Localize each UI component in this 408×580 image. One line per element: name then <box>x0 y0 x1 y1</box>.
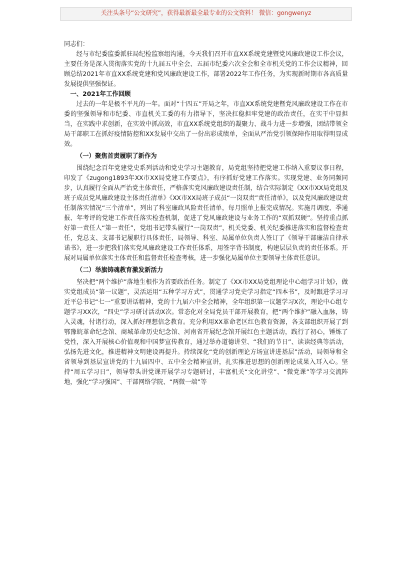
salutation: 同志们： <box>64 41 89 48</box>
section-heading-review: 一、2021年工作回顾 <box>70 91 131 98</box>
subheading-education: （二）举旗铸魂教育激发新活力 <box>76 267 164 274</box>
section-review-paragraph: 过去的一年是极不平凡的一年。面对“十四五”开局之年，市直XX系统党建暨党风廉政建设工作在市委的坚强领导和市纪委、市直机关工委的有力指导下，坚决扛稳担牢党建的政治责任，在实干中显担当，在实践中求创新，在实效中抓高效，市直XX系统党组织的凝聚力、战斗力进一步增强，团结带领全局干部职工在抓好疫情防控和XX发展中交出了一份出彩成绩单，全面从严治党引领保障作用取得明显成效。 <box>64 101 348 148</box>
education-paragraph: 坚决把“两个维护”落地生根作为首要政治任务。制定了《XX市XX局党组理论中心组学习计划》，做实党组成员“第一议题”，灵活运用“五种学习方式”，贯通学习党史学习指定“四本书”，及时跟进学习习近平总书记“七一”重要讲话精神，党的十九届六中全会精神，全年组织第一议题学习X次，理论中心组专题学习XX次，“四史”学习研讨活动X次。常态化对全局党员干部开展教育，把“两个维护”融入血脉，铸入灵魂，付诸行动，深入抓好理想信念教育。充分利用XX革命老区红色教育资源，各支部组织开展了到鄂豫皖革命纪念馆、商城革命历史纪念馆、河南省开展纪念馆开展红色主题活动，践行了初心，锤炼了党性，深入开展核心价值观和中国梦宣传教育，通过举办道德讲堂、“我们的节日”、读读经典等活动，弘扬先进文化，推进精神文明建设再提升。持续深化“党的创新理论方场宣讲进基层”活动，局领导和全省领导到基层宣讲党的十九届四中、五中全会精神宣讲，扎实推进思想的创新理论成果入耳入心。坚持“周五学习日”，领导带头讲党课开展学习专题研讨，丰富机关“文化讲堂”、“微党课”等学习交流阵地，强化“学习强国”、干部网络学院、“两微一端”等 <box>64 279 348 386</box>
subheading-responsibility: （一）聚焦首责履职了新作为 <box>76 153 157 160</box>
responsibility-paragraph: 围绕纪念百年党建党史系列活动和党史学习主题教育，局党组坚持把党建工作纳入重要议事日程，印发了《zugong1893年XX市XX局党建工作要点》，有序抓好党建工作落实。实现党建、业务同频同步，认真履行全面从严治党主体责任，严格落实党风廉政建设责任制，结合实际制定《XX市XX局党组及班子成员党风廉政建设主体责任清单》《XX市XX局班子成员“一岗双责”责任清单》，以及党风廉政建设责任制落实情况“三个清单”，列出了科室廉政风险责任清单，每月照单上报完成情况。实施月调度、季通报、年考评的党建工作责任落实检查机制，促进了党风廉政建设与业务工作的“双抓双硬”。坚持重点抓好第一责任人“第一责任”，党组书记带头履行“一岗双责”，机关党委、机关纪委推进落实和监督检查责任，党总支、支部书记履职行具体责任，局领导、科室、局属单位负责人签订了《领导干部廉洁自律承诺书》，进一步把我们落实党风廉政建设工作责任体系，用签字背书制度，构建层层负责的责任体系。开展对局属单位落实主体责任和监督责任检查考核，进一步强化局属单位主要领导主体责任意识。 <box>64 165 348 262</box>
document-page <box>64 40 348 388</box>
promo-banner: 关注头条号“公文研究”，获得最新最全最专业的公文资料！ 微信：gongwenyz <box>60 7 352 21</box>
intro-paragraph: 经与市纪委监委派驻局纪检监察组沟通，今天我们召开市直XX系统党建暨党风廉政建设工作会议，主要任务是深入贯彻落实党的十九届五中全会、五届市纪委六次全会和全市机关党的工作会议精神，回顾总结2021年市直XX系统党建和党风廉政建设工作，部署2022年工作任务，为实现新时期市各高质量发展提供坚强保证。 <box>64 51 348 88</box>
